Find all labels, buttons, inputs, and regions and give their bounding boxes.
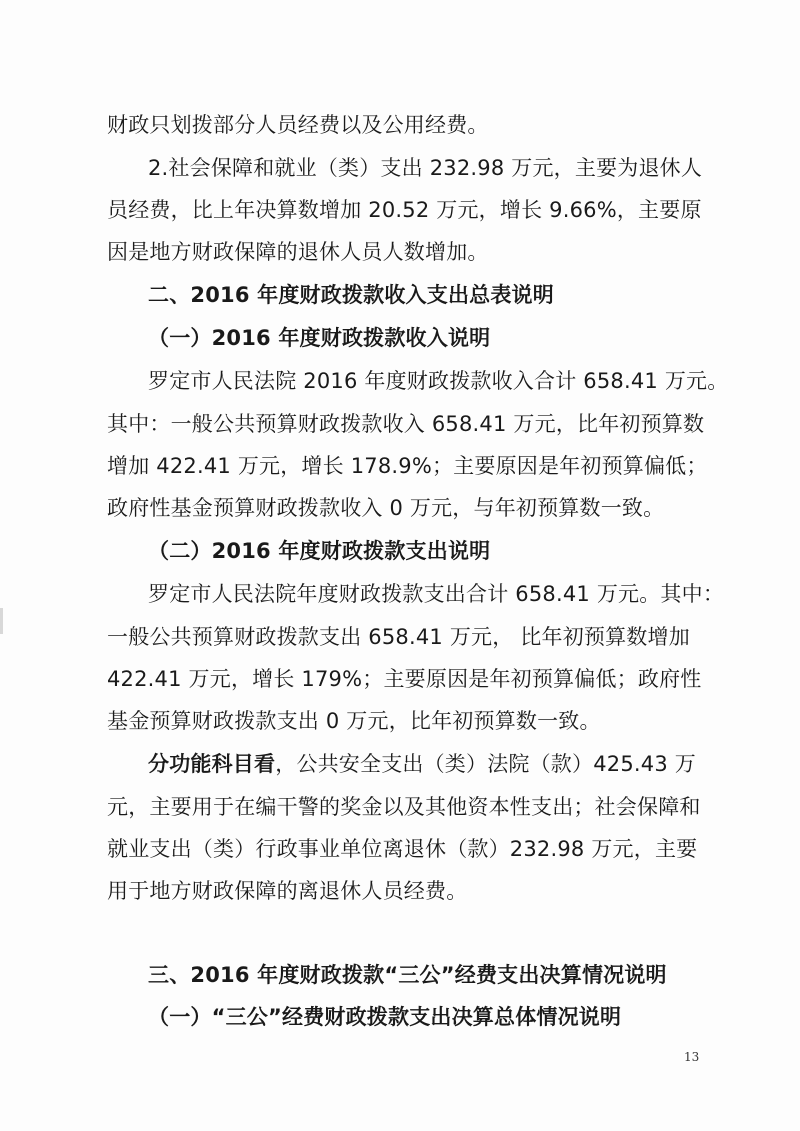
- paragraph-line: 因是地方财政保障的退休人员人数增加。: [107, 240, 489, 264]
- paragraph-line: 财政只划拨部分人员经费以及公用经费。: [107, 113, 489, 137]
- paragraph-line: 其中：一般公共预算财政拨款收入 658.41 万元，比年初预算数: [107, 412, 705, 436]
- paragraph-line: 就业支出（类）行政事业单位离退休（款）232.98 万元，主要: [107, 837, 698, 861]
- paragraph-line: 罗定市人民法院 2016 年度财政拨款收入合计 658.41 万元。: [148, 369, 729, 393]
- paragraph-line: [148, 752, 696, 776]
- paragraph-line: 一般公共预算财政拨款支出 658.41 万元， 比年初预算数增加: [107, 625, 690, 649]
- paragraph-line: 用于地方财政保障的离退休人员经费。: [107, 879, 468, 903]
- paragraph-line: 罗定市人民法院年度财政拨款支出合计 658.41 万元。其中：: [148, 582, 725, 606]
- paragraph-line: 422.41 万元，增长 179%；主要原因是年初预算偏低；政府性: [107, 667, 702, 691]
- paragraph-line: 增加 422.41 万元，增长 178.9%；主要原因是年初预算偏低；: [107, 454, 708, 478]
- paragraph-line: 基金预算财政拨款支出 0 万元，比年初预算数一致。: [107, 709, 601, 733]
- subsection-heading: （一）“三公”经费财政拨款支出决算总体情况说明: [148, 1005, 622, 1029]
- page-number: 13: [684, 1050, 700, 1064]
- subsection-heading: （一）2016 年度财政拨款收入说明: [148, 326, 491, 350]
- paragraph-line: 员经费，比上年决算数增加 20.52 万元，增长 9.66%，主要原: [107, 198, 702, 222]
- subsection-heading: （二）2016 年度财政拨款支出说明: [148, 539, 491, 563]
- bold-lead-text: 分功能科目看: [148, 752, 276, 776]
- scan-edge-mark: [0, 608, 3, 634]
- paragraph-line: 政府性基金预算财政拨款收入 0 万元，与年初预算数一致。: [107, 496, 665, 520]
- paragraph-line: 2.社会保障和就业（类）支出 232.98 万元，主要为退休人: [148, 156, 703, 180]
- section-heading: 三、2016 年度财政拨款“三公”经费支出决算情况说明: [148, 963, 667, 987]
- paragraph-line-rest: ，公共安全支出（类）法院（款）425.43 万: [275, 752, 696, 776]
- paragraph-line: 元，主要用于在编干警的奖金以及其他资本性支出；社会保障和: [107, 795, 701, 819]
- section-heading: 二、2016 年度财政拨款收入支出总表说明: [148, 283, 554, 307]
